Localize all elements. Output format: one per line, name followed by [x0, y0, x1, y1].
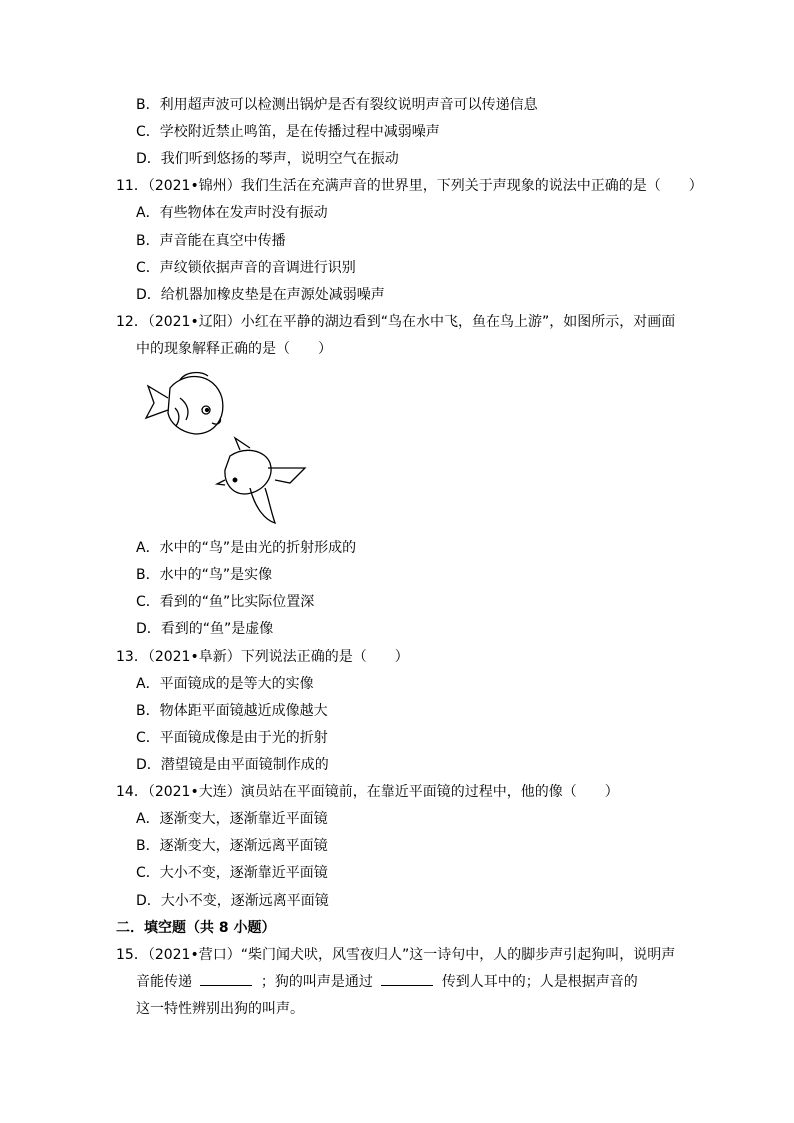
- q12-stem-line2: 中的现象解释正确的是（ ）: [136, 341, 332, 357]
- q13-option-d: D．潜望镜是由平面镜制作成的: [136, 757, 329, 773]
- section-heading-fill-in: 二．填空题（共 8 小题）: [116, 920, 276, 936]
- fish-bird-figure: [140, 368, 320, 528]
- q11-option-b: B．声音能在真空中传播: [136, 233, 286, 249]
- q15-text-b: ；狗的叫声是通过: [260, 974, 373, 990]
- q13-option-b: B．物体距平面镜越近成像越大: [136, 703, 328, 719]
- q15-line3: 这一特性辨别出狗的叫声。: [136, 1001, 304, 1017]
- q11-option-a: A．有些物体在发声时没有振动: [136, 205, 328, 221]
- q12-stem-line1: 12．（2021•辽阳）小红在平静的湖边看到“鸟在水中飞，鱼在鸟上游”，如图所示，对画面: [116, 314, 676, 330]
- answer-blank-2: [381, 973, 433, 986]
- q12-option-d: D．看到的“鱼”是虚像: [136, 621, 274, 637]
- q14-option-d: D．大小不变，逐渐远离平面镜: [136, 893, 329, 909]
- q10-option-b: B．利用超声波可以检测出锅炉是否有裂纹说明声音可以传递信息: [136, 97, 538, 113]
- bird-reflection-drawing: [217, 438, 305, 523]
- q14-option-c: C．大小不变，逐渐靠近平面镜: [136, 865, 328, 881]
- q10-option-d: D．我们听到悠扬的琴声，说明空气在振动: [136, 151, 399, 167]
- q15-line2: [136, 973, 638, 991]
- q15-line1: 15．（2021•营口）“柴门闻犬吠，风雪夜归人”这一诗句中，人的脚步声引起狗叫，说明声: [116, 947, 676, 963]
- fish-drawing: [146, 373, 223, 434]
- q13-option-a: A．平面镜成的是等大的实像: [136, 676, 314, 692]
- q11-option-d: D．给机器加橡皮垫是在声源处减弱噪声: [136, 287, 385, 303]
- q11-stem: 11．（2021•锦州）我们生活在充满声音的世界里，下列关于声现象的说法中正确的是（ ）: [116, 178, 703, 194]
- q15-text-a: 音能传递: [136, 974, 192, 990]
- q10-option-c: C．学校附近禁止鸣笛，是在传播过程中减弱噪声: [136, 124, 440, 140]
- q12-option-c: C．看到的“鱼”比实际位置深: [136, 594, 315, 610]
- q14-option-b: B．逐渐变大，逐渐远离平面镜: [136, 838, 328, 854]
- q13-option-c: C．平面镜成像是由于光的折射: [136, 730, 328, 746]
- q14-stem: 14．（2021•大连）演员站在平面镜前，在靠近平面镜的过程中，他的像（ ）: [116, 784, 619, 800]
- q11-option-c: C．声纹锁依据声音的音调进行识别: [136, 260, 356, 276]
- q12-option-b: B．水中的“鸟”是实像: [136, 567, 273, 583]
- answer-blank-1: [200, 973, 252, 986]
- q12-option-a: A．水中的“鸟”是由光的折射形成的: [136, 540, 357, 556]
- q14-option-a: A．逐渐变大，逐渐靠近平面镜: [136, 811, 328, 827]
- q15-text-c: 传到人耳中的；人是根据声音的: [441, 974, 638, 990]
- q13-stem: 13．（2021•阜新）下列说法正确的是（ ）: [116, 649, 409, 665]
